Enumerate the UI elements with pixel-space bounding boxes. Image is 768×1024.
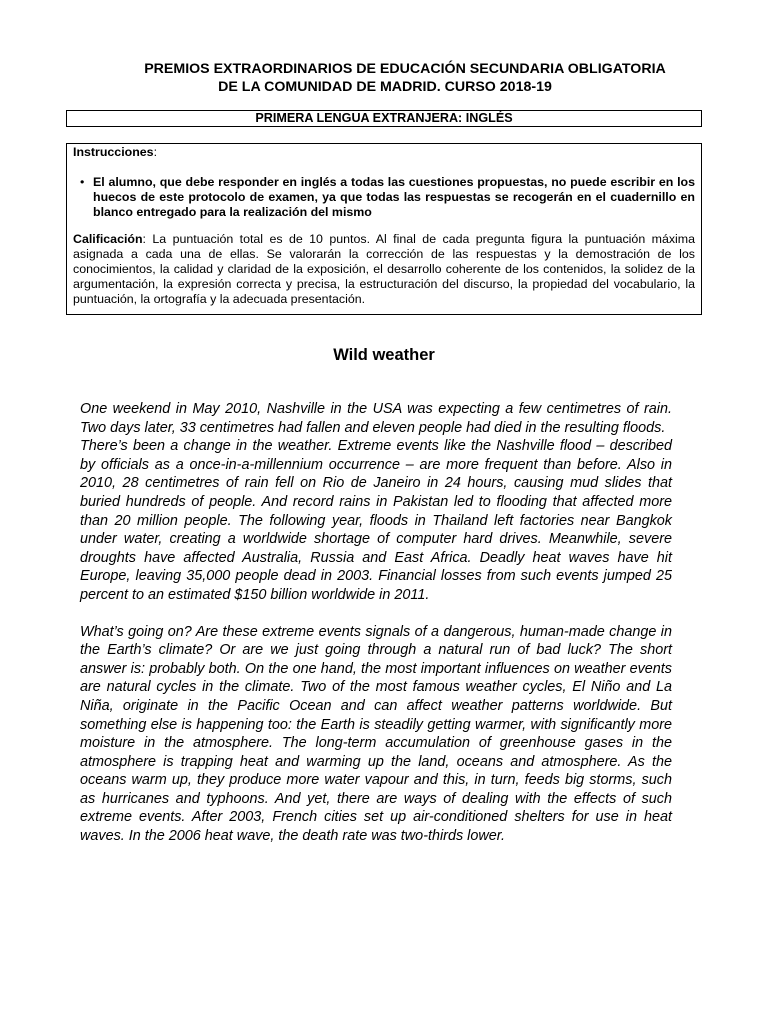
instructions-box	[66, 143, 702, 315]
instructions-bullet-item	[80, 175, 695, 220]
header-line-2: DE LA COMUNIDAD DE MADRID. CURSO 2018-19	[218, 79, 552, 95]
bullet-icon: •	[80, 175, 85, 189]
instructions-label: Instrucciones	[73, 145, 154, 159]
article-paragraph-3: What’s going on? Are these extreme events signals of a dangerous, human-made change in the Earth’s climate? Or are we just going through a natural run of bad luck? The short answer is: probably both. On the one hand, the most important influences on weather events are natural cycles in the climate. Two of the most famous weather cycles, El Niño and La Niña, originate in the Pacific Ocean and can affect weather patterns worldwide. But something else is happening too: the Earth is steadily getting warmer, with significantly more moisture in the atmosphere. The long-term accumulation of greenhouse gases in the atmosphere is trapping heat and warming up the land, oceans and atmosphere. As the oceans warm up, they produce more water vapour and this, in turn, feeds big storms, such as hurricanes and typhoons. And yet, there are ways of dealing with the effects of such extreme events. After 2003, French cities set up air-conditioned shelters for use in heat waves. In the 2006 heat wave, the death rate was two-thirds lower.	[80, 623, 672, 845]
article-title: Wild weather	[333, 346, 435, 364]
subject-box: PRIMERA LENGUA EXTRANJERA: INGLÉS	[66, 110, 702, 127]
instructions-bullet-text: El alumno, que debe responder en inglés a todas las cuestiones propuestas, no puede escribir en los huecos de este protocolo de examen, ya que todas las respuestas se recogerán en el cuadernillo en blanco entregado para la realización del mismo	[93, 175, 695, 219]
grading-paragraph	[73, 232, 695, 307]
article-paragraph-1: One weekend in May 2010, Nashville in the USA was expecting a few centimetres of rain. Two days later, 33 centimetres had fallen and eleven people had died in the resulting floods.	[80, 401, 672, 436]
grading-text: : La puntuación total es de 10 puntos. Al final de cada pregunta figura la puntuación máxima asignada a cada una de ellas. Se valorarán la corrección de las respuestas y la demostración de los conocimientos, la calidad y claridad de la exposición, el desarrollo coherente de los contenidos, la solidez de la argumentación, la expresión correcta y precisa, la estructuración del discurso, la propiedad del vocabulario, la puntuación, la ortografía y la adecuada presentación.	[73, 232, 695, 306]
header-line-1: PREMIOS EXTRAORDINARIOS DE EDUCACIÓN SECUNDARIA OBLIGATORIA	[144, 61, 666, 77]
article-body	[80, 400, 672, 846]
article-paragraph-2: There’s been a change in the weather. Extreme events like the Nashville flood – described by officials as a once-in-a-millennium occurrence – are more frequent than before. Also in 2010, 28 centimetres of rain fell on Rio de Janeiro in 24 hours, causing mud slides that buried hundreds of people. And record rains in Pakistan led to flooding that affected more than 20 million people. The following year, floods in Thailand left factories near Bangkok under water, creating a worldwide shortage of computer hard drives. Meanwhile, severe droughts have affected Australia, Russia and East Africa. Deadly heat waves have hit Europe, leaving 35,000 people dead in 2003. Financial losses from such events jumped 25 percent to an estimated $150 billion worldwide in 2011.	[80, 438, 672, 603]
instructions-title	[73, 145, 695, 160]
instructions-colon: :	[153, 145, 158, 159]
exam-header	[70, 60, 700, 96]
instructions-list	[73, 175, 695, 220]
grading-label: Calificación	[73, 232, 143, 246]
